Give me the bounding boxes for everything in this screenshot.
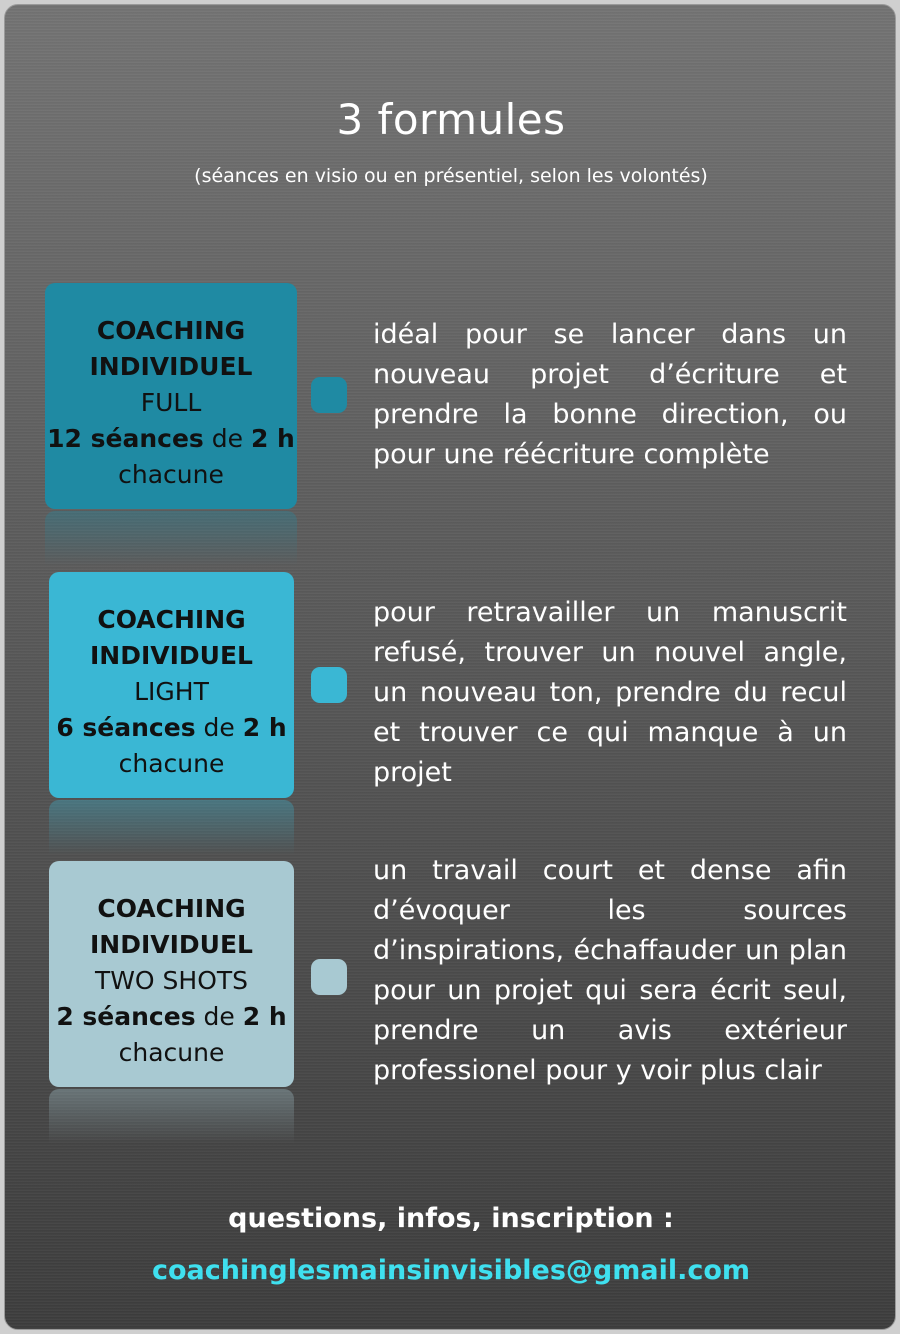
formula-description-two-shots: un travail court et dense afin d’évoquer les sources d’inspirations, échaffauder un plan pour un projet qui sera écrit seul, prendre un avis extérieur professionel pour y voir plus clair (373, 855, 847, 1086)
formula-line2: INDIVIDUEL (89, 352, 253, 381)
bullet-square-icon (311, 959, 347, 995)
formula-count: 6 séances (56, 713, 196, 742)
bullet-square-icon (311, 377, 347, 413)
formula-duration: 2 h (242, 1002, 287, 1031)
formula-description-light: pour retravailler un manuscrit refusé, trouver un nouvel angle, un nouveau ton, prendre du recul et trouver ce qui manque à un projet (373, 597, 847, 788)
formula-line1: COACHING (96, 316, 246, 345)
formula-each: chacune (118, 749, 225, 778)
formula-variant: LIGHT (134, 677, 209, 706)
formula-duration: 2 h (242, 713, 287, 742)
flyer-panel (4, 4, 896, 1330)
formula-count: 2 séances (56, 1002, 196, 1031)
formula-line1: COACHING (97, 605, 246, 634)
formula-de: de (203, 1002, 235, 1031)
formula-box-light (49, 572, 294, 798)
formula-de: de (211, 424, 243, 453)
formula-sessions (49, 710, 294, 746)
formula-line2: INDIVIDUEL (90, 641, 253, 670)
formula-sessions (49, 999, 294, 1035)
formula-reflection (49, 1089, 294, 1144)
contact-email[interactable]: coachinglesmainsinvisibles@gmail.com (151, 1255, 751, 1286)
formula-box-full (45, 283, 297, 509)
page-subtitle: (séances en visio ou en présentiel, selon les volontés) (194, 165, 708, 187)
formula-reflection (49, 800, 294, 855)
formula-count: 12 séances (47, 424, 204, 453)
contact-label: questions, infos, inscription : (228, 1203, 674, 1234)
page-title: 3 formules (336, 95, 566, 144)
formula-variant: TWO SHOTS (94, 966, 249, 995)
formula-each: chacune (118, 1038, 225, 1067)
formula-line2: INDIVIDUEL (90, 930, 253, 959)
formula-variant: FULL (140, 388, 202, 417)
formula-de: de (203, 713, 235, 742)
formula-description-full: idéal pour se lancer dans un nouveau projet d’écriture et prendre la bonne direction, ou pour une réécriture complète (373, 319, 847, 470)
bullet-square-icon (311, 667, 347, 703)
formula-sessions (45, 421, 297, 457)
formula-box-two-shots (49, 861, 294, 1087)
formula-duration: 2 h (250, 424, 295, 453)
formula-reflection (45, 511, 297, 566)
formula-each: chacune (118, 460, 224, 489)
formula-line1: COACHING (97, 894, 246, 923)
